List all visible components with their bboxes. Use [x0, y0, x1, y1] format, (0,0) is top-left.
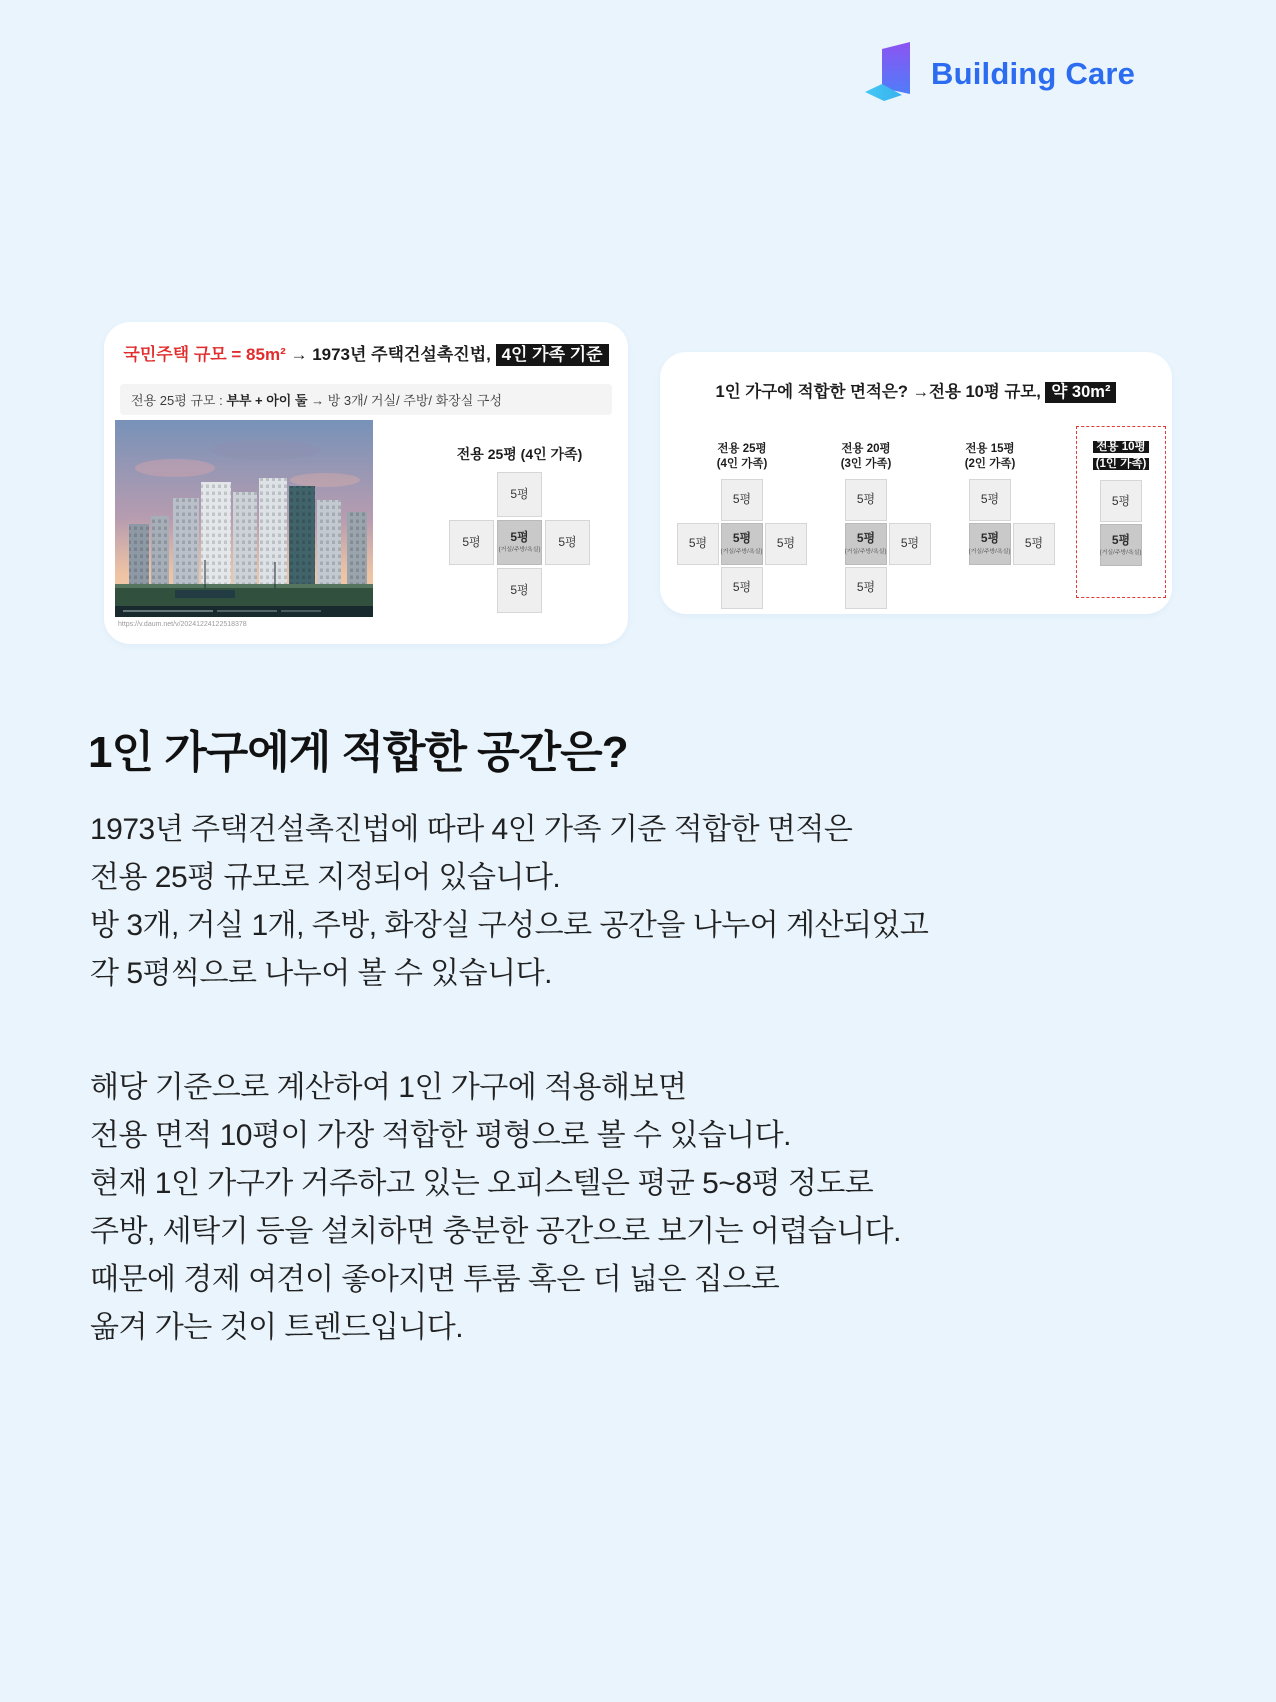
card1-title	[104, 340, 628, 365]
cell-room: 5평	[969, 479, 1011, 521]
cell-room: 5평	[721, 479, 763, 521]
card1-subtitle-rest: → 방 3개/ 거실/ 주방/ 화장실 구성	[307, 393, 503, 408]
cell-room: 5평	[677, 523, 719, 565]
diagram-10pyeong-title: 전용 10평 (1인 가족)	[1077, 439, 1165, 472]
card1-title-badge: 4인 가족 기준	[496, 344, 609, 366]
card1-title-rest: → 1973년 주택건설촉진법,	[285, 345, 496, 364]
paragraph-line: 전용 면적 10평이 가장 적합한 평형으로 볼 수 있습니다.	[90, 1119, 791, 1152]
card1-subtitle	[120, 384, 612, 415]
paragraph-line: 주방, 세탁기 등을 설치하면 충분한 공간으로 보기는 어렵습니다.	[90, 1215, 901, 1248]
paragraph-line: 1973년 주택건설촉진법에 따라 4인 가족 기준 적합한 면적은	[90, 813, 853, 846]
logo-wordmark: Building Care	[931, 55, 1136, 91]
cell-living: 5평 (거실/주방/욕실)	[845, 523, 887, 565]
cell-room: 5평	[721, 567, 763, 609]
diagram-10pyeong-highlighted	[1076, 426, 1166, 598]
cell-room-left: 5평	[449, 520, 494, 565]
paragraph-line: 방 3개, 거실 1개, 주방, 화장실 구성으로 공간을 나누어 계산되었고	[90, 909, 929, 942]
card1-subtitle-prefix: 전용 25평 규모 :	[131, 393, 227, 408]
cell-room: 5평	[889, 523, 931, 565]
card1-cross-title: 전용 25평 (4인 가족)	[456, 446, 583, 462]
cell-room: 5평	[845, 479, 887, 521]
paragraph-line: 해당 기준으로 계산하여 1인 가구에 적용해보면	[90, 1071, 687, 1104]
cell-room-right: 5평	[545, 520, 590, 565]
paragraph-2	[90, 1064, 901, 1352]
cell-living-center: 5평 (거실/주방/욕실)	[497, 520, 542, 565]
card2-title	[660, 378, 1172, 402]
page-title: 1인 가구에게 적합한 공간은?	[88, 728, 628, 777]
cell-room: 5평	[1100, 480, 1142, 522]
single-household-card	[660, 352, 1172, 614]
card2-title-text: 1인 가구에 적합한 면적은? →전용 10평 규모,	[715, 383, 1046, 401]
building-care-logo-icon	[864, 40, 916, 107]
diagram-25pyeong-title: 전용 25평 (4인 가족)	[716, 443, 768, 470]
cell-living: 5평 (거실/주방/욕실)	[969, 523, 1011, 565]
diagram-15pyeong	[924, 442, 1056, 609]
national-housing-card	[104, 322, 628, 644]
cell-room: 5평	[845, 567, 887, 609]
cell-room-bottom: 5평	[497, 568, 542, 613]
diagram-25pyeong	[676, 442, 808, 609]
building-care-logo	[864, 40, 1135, 107]
cell-living: 5평 (거실/주방/욕실)	[1100, 524, 1142, 566]
cell-room-top: 5평	[497, 472, 542, 517]
paragraph-1	[90, 806, 928, 998]
cell-living: 5평 (거실/주방/욕실)	[721, 523, 763, 565]
apartment-photo	[115, 420, 373, 617]
diagram-20pyeong-title: 전용 20평 (3인 가족)	[840, 443, 892, 470]
paragraph-line: 전용 25평 규모로 지정되어 있습니다.	[90, 861, 561, 894]
cell-room: 5평	[1013, 523, 1055, 565]
card2-title-badge: 약 30m²	[1045, 382, 1116, 403]
paragraph-line: 현재 1인 가구가 거주하고 있는 오피스텔은 평균 5~8평 정도로	[90, 1167, 874, 1200]
paragraph-line: 각 5평씩으로 나누어 볼 수 있습니다.	[90, 957, 552, 990]
card1-subtitle-bold: 부부 + 아이 둘	[226, 393, 308, 408]
diagram-15pyeong-title: 전용 15평 (2인 가족)	[964, 443, 1016, 470]
paragraph-line: 때문에 경제 여견이 좋아지면 투룸 혹은 더 넓은 집으로	[90, 1263, 780, 1296]
card1-title-red: 국민주택 규모 = 85m²	[123, 345, 286, 364]
photo-source-caption: https://v.daum.net/v/20241224122518378	[118, 621, 247, 628]
cell-room: 5평	[765, 523, 807, 565]
card1-cross-diagram	[449, 444, 590, 613]
diagram-20pyeong	[800, 442, 932, 609]
paragraph-line: 옮겨 가는 것이 트렌드입니다.	[90, 1311, 464, 1344]
card1-cross-grid	[449, 472, 590, 613]
